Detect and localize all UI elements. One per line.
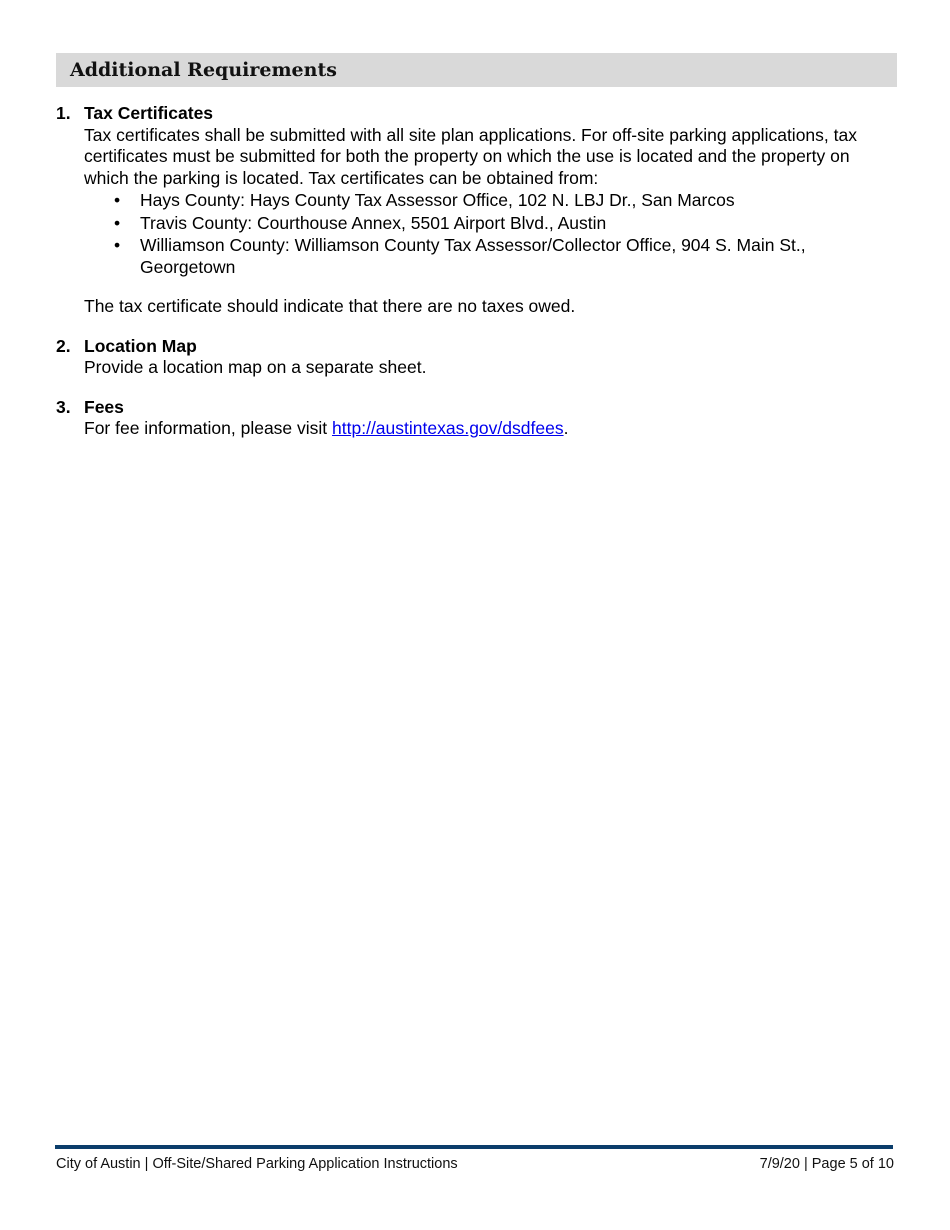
bullet-icon: •: [114, 235, 121, 255]
list-item: [84, 190, 886, 212]
fees-text-suffix: .: [563, 418, 569, 438]
requirement-number: 3.: [56, 396, 71, 417]
footer-document-title: City of Austin | Off-Site/Shared Parking Application Instructions: [56, 1156, 458, 1172]
list-item: [84, 213, 886, 235]
fees-link[interactable]: http://austintexas.gov/dsdfees: [332, 418, 564, 438]
requirement-title: Location Map: [84, 335, 197, 356]
requirement-note: The tax certificate should indicate that there are no taxes owed.: [84, 296, 576, 316]
fees-text-prefix: For fee information, please visit: [84, 418, 333, 438]
requirement-number: 1.: [56, 103, 71, 123]
footer-page-info: 7/9/20 | Page 5 of 10: [759, 1156, 894, 1172]
page-footer: [56, 1156, 894, 1172]
requirement-location-map: [56, 336, 886, 379]
county-hays: Hays County: Hays County Tax Assessor Office, 102 N. LBJ Dr., San Marcos: [140, 190, 735, 210]
county-williamson: Williamson County: Williamson County Tax Assessor/Collector Office, 904 S. Main St., Georgetown: [140, 235, 806, 277]
footer-divider: [55, 1145, 893, 1149]
requirement-tax-certificates: [56, 103, 886, 318]
section-header: [56, 53, 897, 87]
bullet-icon: •: [114, 190, 121, 210]
requirement-body: [84, 418, 886, 440]
list-item: [84, 235, 886, 278]
requirement-body: Provide a location map on a separate sheet.: [84, 357, 427, 377]
requirements-list: [56, 103, 886, 458]
bullet-icon: •: [114, 212, 121, 233]
requirement-fees: [56, 397, 886, 440]
requirement-title: Fees: [84, 396, 124, 417]
requirement-body: Tax certificates shall be submitted with all site plan applications. For off-site parking applications, tax certificates must be submitted for both the property on which the use is located and the property on which the parking is located. Tax certificates can be obtained from:: [84, 124, 857, 188]
requirement-number: 2.: [56, 335, 71, 356]
requirement-title: Tax Certificates: [84, 103, 214, 123]
county-travis: Travis County: Courthouse Annex, 5501 Airport Blvd., Austin: [140, 212, 607, 233]
section-title: Additional Requirements: [70, 59, 337, 81]
county-list: [84, 190, 886, 278]
